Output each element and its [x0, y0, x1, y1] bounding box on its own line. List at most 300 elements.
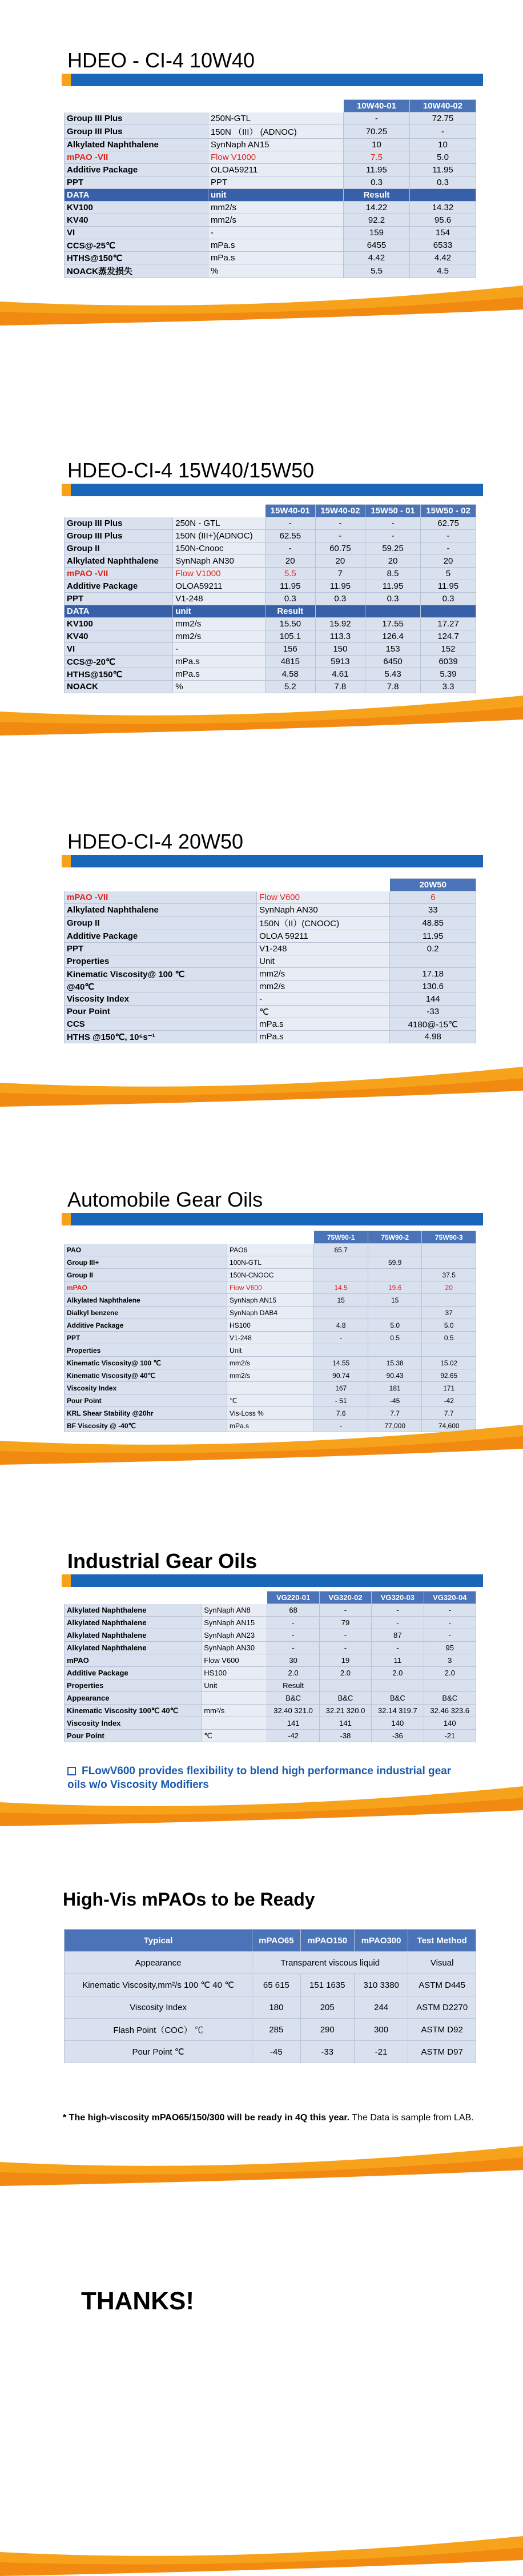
table-row [65, 968, 476, 980]
table-cell: 87 [372, 1629, 424, 1642]
table-cell: PPT [65, 176, 208, 189]
table-row [65, 630, 476, 643]
table-cell: 7.7 [422, 1407, 476, 1420]
table-cell [368, 1269, 422, 1281]
column-header: mPAO65 [252, 1930, 300, 1952]
table-cell [368, 1244, 422, 1256]
table-cell: VI [65, 227, 208, 239]
table-cell: Result [265, 605, 315, 618]
table-row [65, 1642, 476, 1654]
table-cell: 95 [424, 1642, 476, 1654]
title-bar-blue [71, 855, 483, 867]
table-cell: - [409, 125, 476, 139]
table-cell: 20 [265, 555, 315, 568]
table-cell [422, 1294, 476, 1307]
table-cell: 11.95 [409, 164, 476, 176]
table-cell: B&C [424, 1692, 476, 1705]
table-cell: - [314, 1420, 368, 1432]
table-cell: 48.85 [390, 917, 476, 930]
table-cell: Flow V600 [202, 1654, 267, 1667]
column-header [65, 1592, 202, 1604]
table-cell: 17.18 [390, 968, 476, 980]
footnote-bold: * The high-viscosity mPAO65/150/300 will be ready in 4Q this year. [63, 2113, 350, 2123]
slide-footer-swoosh [0, 1067, 523, 1107]
table-cell: 62.55 [265, 530, 315, 542]
table-cell: Pour Point [65, 1395, 227, 1407]
table-cell [314, 1269, 368, 1281]
table-row [65, 1629, 476, 1642]
table-cell: mPa.s [173, 656, 265, 668]
table-header-row [65, 1592, 476, 1604]
table-row [65, 112, 476, 125]
table-cell: 5.5 [344, 264, 410, 278]
table-cell: 70.25 [344, 125, 410, 139]
table-cell: Properties [65, 1344, 227, 1357]
table-cell: mm2/s [227, 1369, 314, 1382]
slide-footer-swoosh [0, 1425, 523, 1465]
table-cell: 7.8 [365, 681, 421, 693]
table-cell: - [424, 1617, 476, 1629]
table-cell: 5913 [315, 656, 365, 668]
table-cell: Group III Plus [65, 530, 173, 542]
table-cell: 90.74 [314, 1369, 368, 1382]
table-cell: Flash Point（COC） ℃ [65, 2019, 252, 2041]
table-cell: 2.0 [267, 1667, 319, 1679]
table-cell: 4.58 [265, 668, 315, 681]
table-cell: Kinematic Viscosity@ 100 ℃ [65, 1357, 227, 1369]
table-cell: - [267, 1629, 319, 1642]
table-cell [422, 1244, 476, 1256]
table-cell: 74,600 [422, 1420, 476, 1432]
footnote-rest: The Data is sample from LAB. [349, 2113, 474, 2123]
table-cell: 4180@-15℃ [390, 1018, 476, 1031]
table-header-row [65, 879, 476, 891]
table-row [65, 1395, 476, 1407]
table-cell: mm2/s [208, 202, 343, 214]
table-cell: PPT [65, 1332, 227, 1344]
column-header [65, 879, 257, 891]
table-cell: Flow V600 [257, 891, 390, 904]
table-cell: KV40 [65, 214, 208, 227]
table-cell: B&C [267, 1692, 319, 1705]
table-row [65, 605, 476, 618]
table-cell: 90.43 [368, 1369, 422, 1382]
slide-6 [0, 1860, 523, 2186]
table-cell: SynNaph AN30 [202, 1642, 267, 1654]
table-cell: SynNaph AN30 [257, 904, 390, 917]
table-cell [409, 189, 476, 202]
table-cell: Group III+ [65, 1256, 227, 1269]
table-cell: 62.75 [421, 517, 476, 530]
slide-title: Automobile Gear Oils [67, 1188, 263, 1211]
table-cell: HTHS @150℃, 10⁶s⁻¹ [65, 1031, 257, 1043]
table-cell: -33 [300, 2041, 354, 2063]
column-header: VG320-04 [424, 1592, 476, 1604]
table-cell: @40℃ [65, 980, 257, 993]
table-cell: 205 [300, 1996, 354, 2019]
table-cell: Viscosity Index [65, 993, 257, 1006]
table-row [65, 139, 476, 151]
table-cell: Dialkyl benzene [65, 1307, 227, 1319]
table-cell: Unit [202, 1679, 267, 1692]
table-row [65, 1730, 476, 1742]
table-cell: 0.3 [315, 593, 365, 605]
table-row [65, 517, 476, 530]
table-header-row [65, 1231, 476, 1244]
column-header: 75W90-2 [368, 1231, 422, 1244]
slide-1 [0, 0, 523, 325]
table-cell: 3 [424, 1654, 476, 1667]
table-cell: 11.95 [421, 580, 476, 593]
table-cell: - [315, 530, 365, 542]
table-row [65, 1407, 476, 1420]
table-row [65, 1256, 476, 1269]
table-cell: 7.8 [315, 681, 365, 693]
table-cell: 113.3 [315, 630, 365, 643]
table-cell: 4.5 [409, 264, 476, 278]
table-cell [390, 955, 476, 968]
table-cell: Pour Point [65, 1730, 202, 1742]
table-cell: Additive Package [65, 1667, 202, 1679]
table-row [65, 1679, 476, 1692]
table-cell [365, 605, 421, 618]
table-cell: -42 [422, 1395, 476, 1407]
table-cell: 11.95 [390, 930, 476, 943]
table-row [65, 239, 476, 252]
column-header: VG320-03 [372, 1592, 424, 1604]
table-cell: V1-248 [257, 943, 390, 955]
table-cell: - [265, 542, 315, 555]
table-row [65, 681, 476, 693]
formulation-table-20w50 [64, 878, 476, 1043]
table-cell: VI [65, 643, 173, 656]
table-cell: 140 [372, 1717, 424, 1730]
table-cell: Transparent viscous liquid [252, 1952, 408, 1974]
table-row [65, 214, 476, 227]
column-header: VG220-01 [267, 1592, 319, 1604]
column-header: 20W50 [390, 879, 476, 891]
table-cell: 4815 [265, 656, 315, 668]
table-cell: 154 [409, 227, 476, 239]
table-cell: 59.9 [368, 1256, 422, 1269]
table-row [65, 530, 476, 542]
table-cell: V1-248 [227, 1332, 314, 1344]
table-cell: Alkylated Naphthalene [65, 139, 208, 151]
table-cell: - [365, 530, 421, 542]
table-cell: HS100 [202, 1667, 267, 1679]
table-cell: unit [208, 189, 343, 202]
table-row [65, 1281, 476, 1294]
column-header [227, 1231, 314, 1244]
table-cell: CCS [65, 1018, 257, 1031]
table-cell: SynNaph AN30 [173, 555, 265, 568]
table-cell: 0.3 [421, 593, 476, 605]
table-cell: Properties [65, 955, 257, 968]
column-header [65, 100, 208, 112]
table-cell: 17.27 [421, 618, 476, 630]
table-header-row [65, 505, 476, 517]
table-cell [372, 1679, 424, 1692]
table-cell: 150N (III+)(ADNOC) [173, 530, 265, 542]
column-header: mPAO300 [354, 1930, 408, 1952]
table-cell: 5.2 [265, 681, 315, 693]
table-cell: 72.75 [409, 112, 476, 125]
table-cell: Alkylated Naphthalene [65, 1604, 202, 1617]
table-cell: 7 [315, 568, 365, 580]
table-cell: 7.6 [314, 1407, 368, 1420]
table-row [65, 1294, 476, 1307]
table-cell: 6039 [421, 656, 476, 668]
table-cell: Kinematic Viscosity@ 40℃ [65, 1369, 227, 1382]
table-row [65, 2019, 476, 2041]
table-row [65, 555, 476, 568]
table-cell: 6 [390, 891, 476, 904]
table-row [65, 2041, 476, 2063]
table-cell: Viscosity Index [65, 1382, 227, 1395]
table-cell: DATA [65, 605, 173, 618]
table-cell: mm2/s [257, 968, 390, 980]
table-cell: - 51 [314, 1395, 368, 1407]
column-header [208, 100, 343, 112]
table-cell: % [208, 264, 343, 278]
table-cell: 20 [365, 555, 421, 568]
table-cell: 7.7 [368, 1407, 422, 1420]
table-cell: - [314, 1332, 368, 1344]
table-cell: 4.42 [409, 252, 476, 264]
table-cell: 5.0 [409, 151, 476, 164]
table-cell: Additive Package [65, 1319, 227, 1332]
table-cell: Group III Plus [65, 517, 173, 530]
table-cell: mPa.s [227, 1420, 314, 1432]
table-cell: 159 [344, 227, 410, 239]
table-cell: mPAO -VII [65, 568, 173, 580]
column-header: 10W40-02 [409, 100, 476, 112]
table-cell: 11.95 [344, 164, 410, 176]
table-cell: -33 [390, 1006, 476, 1018]
table-cell: HS100 [227, 1319, 314, 1332]
table-cell: - [267, 1617, 319, 1629]
table-cell: Result [344, 189, 410, 202]
table-cell: 15.38 [368, 1357, 422, 1369]
table-cell: -21 [424, 1730, 476, 1742]
table-row [65, 202, 476, 214]
column-header: 15W40-01 [265, 505, 315, 517]
table-cell: 152 [421, 643, 476, 656]
table-cell: ℃ [257, 1006, 390, 1018]
table-cell: mPAO [65, 1281, 227, 1294]
table-cell: 10 [344, 139, 410, 151]
table-cell: mPa.s [173, 668, 265, 681]
table-cell: SynNaph AN23 [202, 1629, 267, 1642]
table-cell: 156 [265, 643, 315, 656]
column-header: Test Method [408, 1930, 476, 1952]
table-row [65, 164, 476, 176]
title-bar-orange [62, 1574, 71, 1587]
column-header: 75W90-3 [422, 1231, 476, 1244]
table-cell: Additive Package [65, 580, 173, 593]
table-row [65, 1617, 476, 1629]
table-cell: SynNaph AN8 [202, 1604, 267, 1617]
table-cell: KRL Shear Stability @20hr [65, 1407, 227, 1420]
table-cell: Unit [227, 1344, 314, 1357]
formulation-table-15w40-15w50 [64, 504, 476, 693]
slide-2 [0, 410, 523, 736]
table-cell: Visual [408, 1952, 476, 1974]
table-cell: Alkylated Naphthalene [65, 904, 257, 917]
table-cell: DATA [65, 189, 208, 202]
column-header: VG320-02 [319, 1592, 371, 1604]
column-header: 10W40-01 [344, 100, 410, 112]
table-cell: - [421, 542, 476, 555]
table-cell [227, 1382, 314, 1395]
table-row [65, 1357, 476, 1369]
table-cell: 6450 [365, 656, 421, 668]
title-bar-blue [71, 484, 483, 496]
table-cell: Group II [65, 542, 173, 555]
table-cell: Kinematic Viscosity,mm²/s 100 ℃ 40 ℃ [65, 1974, 252, 1996]
table-cell [314, 1344, 368, 1357]
table-cell: - [372, 1617, 424, 1629]
table-cell: mm2/s [173, 618, 265, 630]
table-cell [424, 1679, 476, 1692]
table-cell: - [365, 517, 421, 530]
table-cell: Viscosity Index [65, 1717, 202, 1730]
table-header-row [65, 1930, 476, 1952]
table-cell: -21 [354, 2041, 408, 2063]
table-cell: 37.5 [422, 1269, 476, 1281]
table-cell: -42 [267, 1730, 319, 1742]
column-header: 15W50 - 01 [365, 505, 421, 517]
slide-3 [0, 781, 523, 1107]
table-cell: SynNaph DAB4 [227, 1307, 314, 1319]
title-bar-blue [71, 74, 483, 86]
table-cell: 37 [422, 1307, 476, 1319]
slide-title: Industrial Gear Oils [67, 1549, 258, 1573]
table-cell: 171 [422, 1382, 476, 1395]
table-cell: 5.5 [265, 568, 315, 580]
table-cell: 15.92 [315, 618, 365, 630]
table-cell: Alkylated Naphthalene [65, 555, 173, 568]
table-cell: Result [267, 1679, 319, 1692]
table-row [65, 656, 476, 668]
table-cell: 95.6 [409, 214, 476, 227]
table-cell [421, 605, 476, 618]
table-cell: 150N-Cnooc [173, 542, 265, 555]
table-row [65, 618, 476, 630]
table-cell: SynNaph AN15 [227, 1294, 314, 1307]
table-cell: HTHS@150℃ [65, 668, 173, 681]
table-cell: 20 [315, 555, 365, 568]
table-cell: 150N（II）(CNOOC) [257, 917, 390, 930]
table-cell: - [208, 227, 343, 239]
table-cell: 14.55 [314, 1357, 368, 1369]
table-cell: 144 [390, 993, 476, 1006]
table-cell: - [319, 1642, 371, 1654]
table-header-row [65, 100, 476, 112]
table-row [65, 668, 476, 681]
table-cell: 14.5 [314, 1281, 368, 1294]
table-cell: PAO [65, 1244, 227, 1256]
table-cell: -45 [252, 2041, 300, 2063]
formulation-table-industrial-gear [64, 1591, 476, 1742]
table-cell: ℃ [202, 1730, 267, 1742]
table-cell: 4.98 [390, 1031, 476, 1043]
table-row [65, 1006, 476, 1018]
table-cell: 124.7 [421, 630, 476, 643]
column-header: mPAO150 [300, 1930, 354, 1952]
table-cell [368, 1307, 422, 1319]
table-cell: OLOA 59211 [257, 930, 390, 943]
slide-4 [0, 1139, 523, 1465]
table-cell: Group III Plus [65, 125, 208, 139]
table-cell: KV100 [65, 618, 173, 630]
table-cell: 7.5 [344, 151, 410, 164]
table-cell: ASTM D445 [408, 1974, 476, 1996]
table-cell: 14.22 [344, 202, 410, 214]
table-cell: - [372, 1642, 424, 1654]
table-cell: Pour Point [65, 1006, 257, 1018]
table-cell: -38 [319, 1730, 371, 1742]
table-cell: SynNaph AN15 [202, 1617, 267, 1629]
column-header [202, 1592, 267, 1604]
column-header [173, 505, 265, 517]
table-cell: 6533 [409, 239, 476, 252]
table-cell: 15.50 [265, 618, 315, 630]
table-cell: mm2/s [173, 630, 265, 643]
table-cell: 0.5 [368, 1332, 422, 1344]
table-cell [315, 605, 365, 618]
table-row [65, 1369, 476, 1382]
table-cell: - [315, 517, 365, 530]
table-row [65, 252, 476, 264]
table-cell: 2.0 [372, 1667, 424, 1679]
table-cell: 310 3380 [354, 1974, 408, 1996]
table-cell: 20 [422, 1281, 476, 1294]
table-cell: Flow V1000 [208, 151, 343, 164]
table-cell: -45 [368, 1395, 422, 1407]
title-bar-blue [71, 1213, 483, 1225]
table-cell: 32.14 319.7 [372, 1705, 424, 1717]
column-header [65, 1231, 227, 1244]
table-row [65, 189, 476, 202]
table-row [65, 643, 476, 656]
table-cell: - [319, 1604, 371, 1617]
table-cell: 2.0 [319, 1667, 371, 1679]
table-cell: 65.7 [314, 1244, 368, 1256]
table-cell: 79 [319, 1617, 371, 1629]
table-cell: 20 [421, 555, 476, 568]
table-cell: mPa.s [257, 1018, 390, 1031]
table-cell: PPT [208, 176, 343, 189]
table-cell: Alkylated Naphthalene [65, 1617, 202, 1629]
table-cell: Appearance [65, 1952, 252, 1974]
formulation-table-10w40 [64, 99, 476, 278]
table-cell: OLOA59211 [173, 580, 265, 593]
table-cell: Additive Package [65, 164, 208, 176]
table-cell: 5.0 [368, 1319, 422, 1332]
table-cell: ℃ [227, 1395, 314, 1407]
table-cell: CCS@-20℃ [65, 656, 173, 668]
table-cell: 250N - GTL [173, 517, 265, 530]
table-row [65, 125, 476, 139]
table-cell: 19 [319, 1654, 371, 1667]
table-row [65, 1952, 476, 1974]
table-cell: Group II [65, 917, 257, 930]
slide-5 [0, 1501, 523, 1826]
table-cell: Group III Plus [65, 112, 208, 125]
slide-title: HDEO-CI-4 15W40/15W50 [67, 459, 315, 482]
title-bar-blue [71, 1574, 483, 1587]
